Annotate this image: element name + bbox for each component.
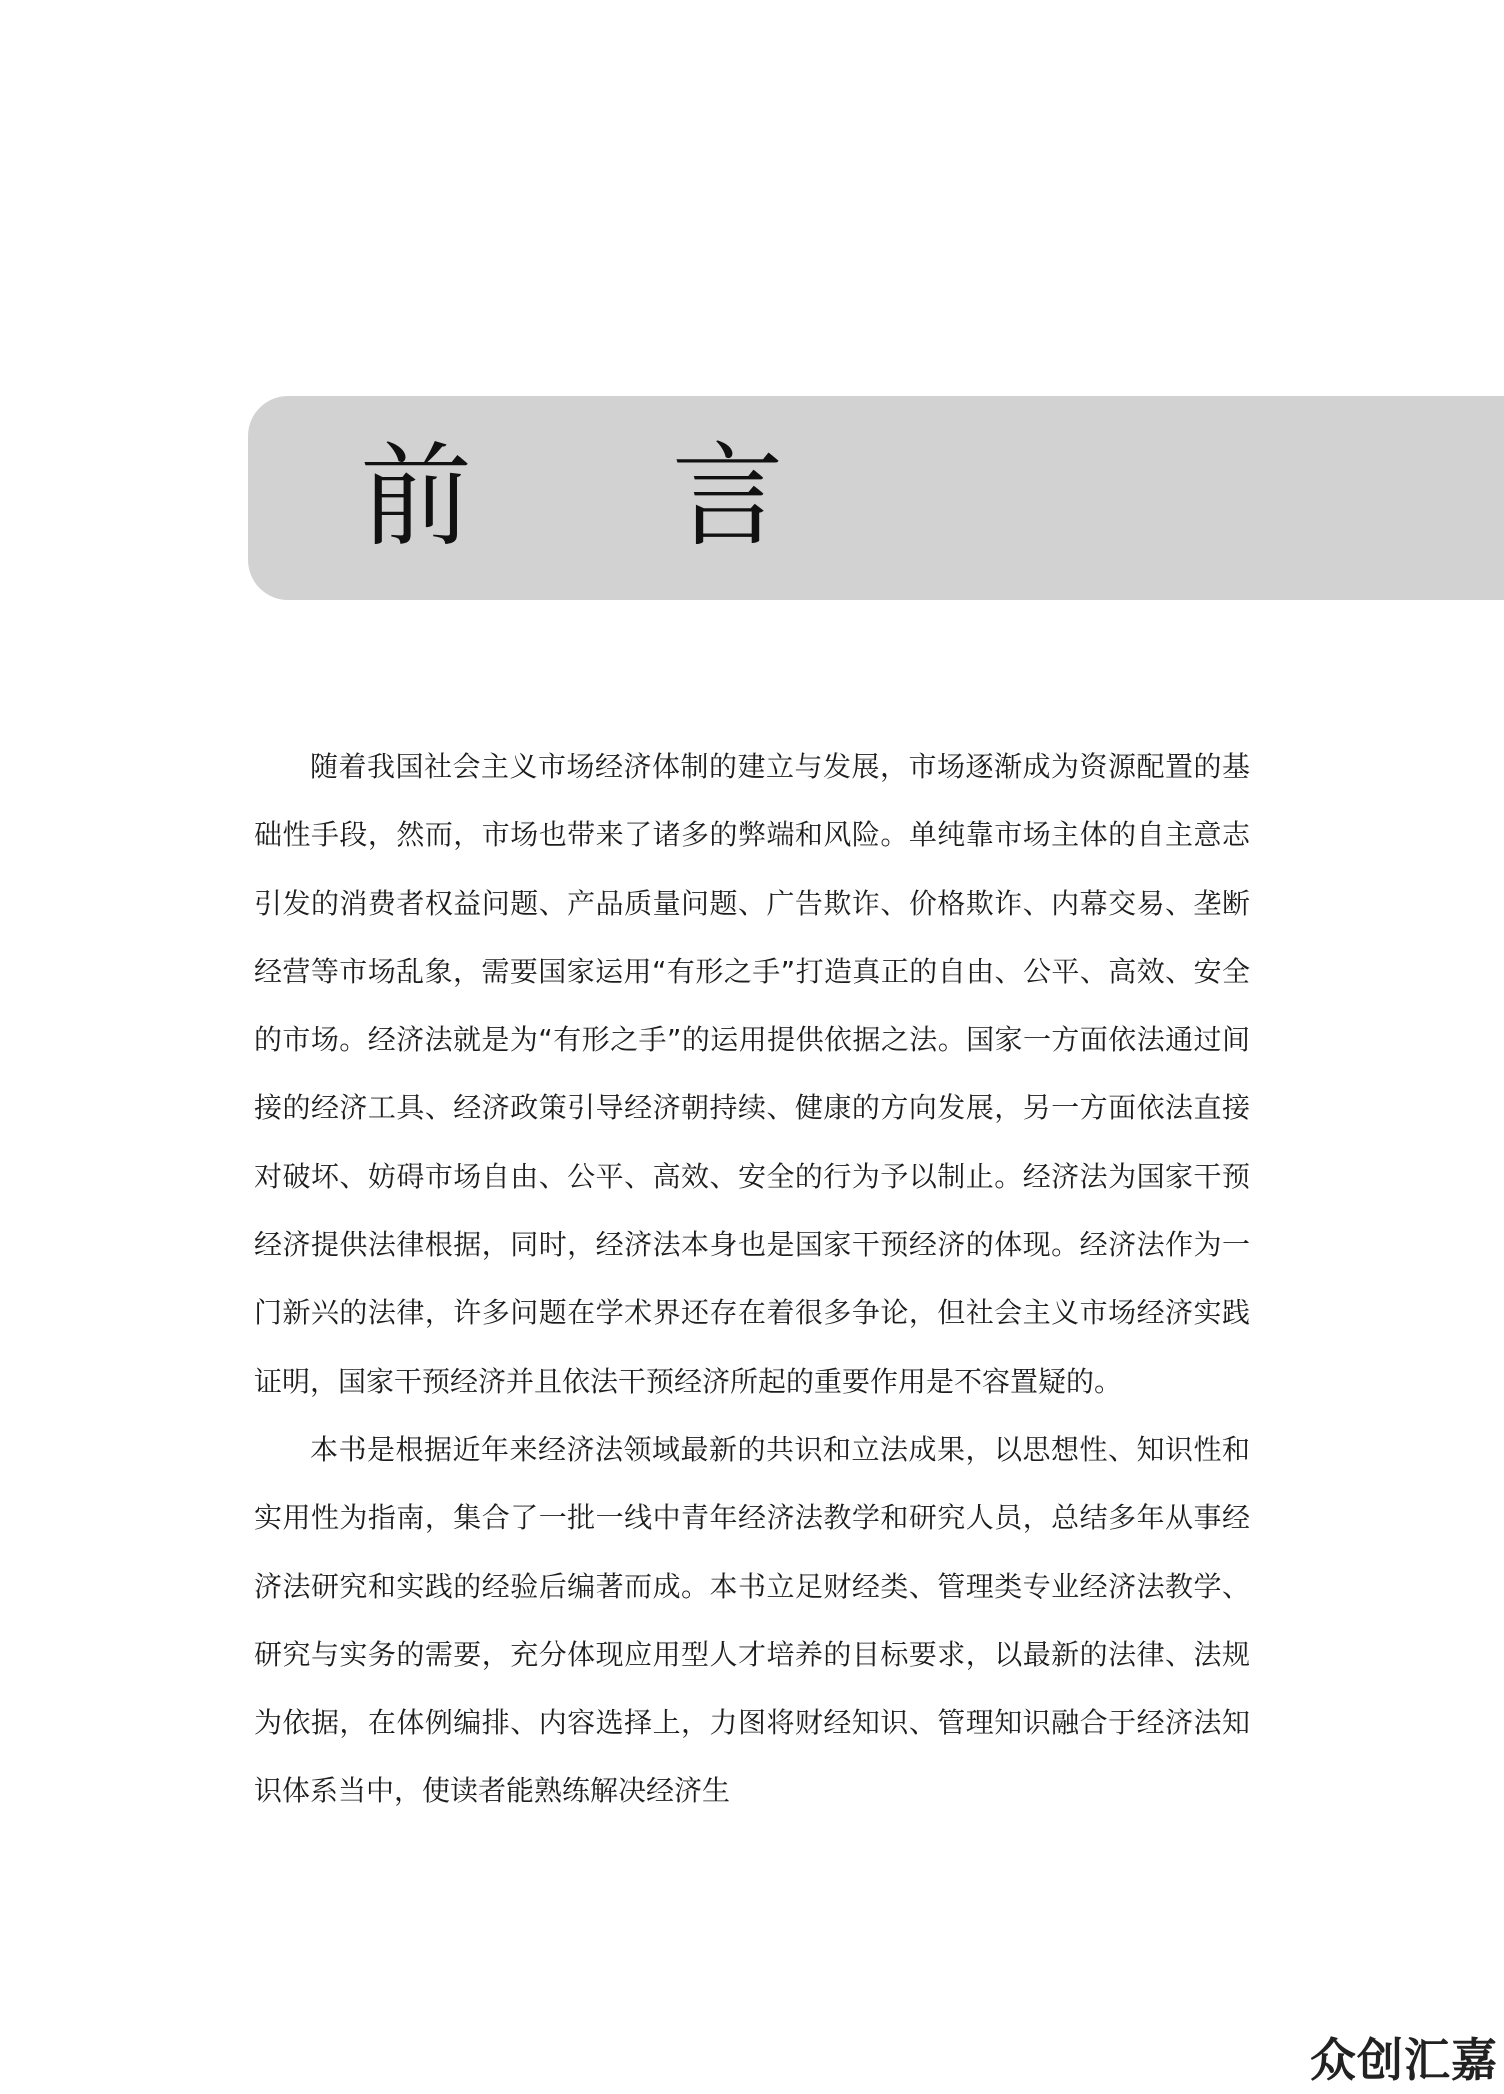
paragraph: 本书是根据近年来经济法领域最新的共识和立法成果，以思想性、知识性和实用性为指南，集合了一批一线中青年经济法教学和研究人员，总结多年从事经济法研究和实践的经验后编著而成。本书立足财经类、管理类专业经济法教学、研究与实务的需要，充分体现应用型人才培养的目标要求，以最新的法律、法规为依据，在体例编排、内容选择上，力图将财经知识、管理知识融合于经济法知识体系当中，使读者能熟练解决经济生 bbox=[254, 1432, 1250, 1808]
paragraph: 随着我国社会主义市场经济体制的建立与发展，市场逐渐成为资源配置的基础性手段，然而，市场也带来了诸多的弊端和风险。单纯靠市场主体的自主意志引发的消费者权益问题、产品质量问题、广告欺诈、价格欺诈、内幕交易、垄断经营等市场乱象，需要国家运用“有形之手”打造真正的自由、公平、高效、安全的市场。经济法就是为“有形之手”的运用提供依据之法。国家一方面依法通过间接的经济工具、经济政策引导经济朝持续、健康的方向发展，另一方面依法直接对破坏、妨碍市场自由、公平、高效、安全的行为予以制止。经济法为国家干预经济提供法律根据，同时，经济法本身也是国家干预经济的体现。经济法作为一门新兴的法律，许多问题在学术界还存在着很多争论，但社会主义市场经济实践证明，国家干预经济并且依法干预经济所起的重要作用是不容置疑的。 bbox=[254, 750, 1250, 1398]
page-title: 前 言 bbox=[360, 432, 866, 562]
watermark: 众创汇嘉 bbox=[1310, 2033, 1498, 2087]
body-text bbox=[254, 733, 1250, 1826]
